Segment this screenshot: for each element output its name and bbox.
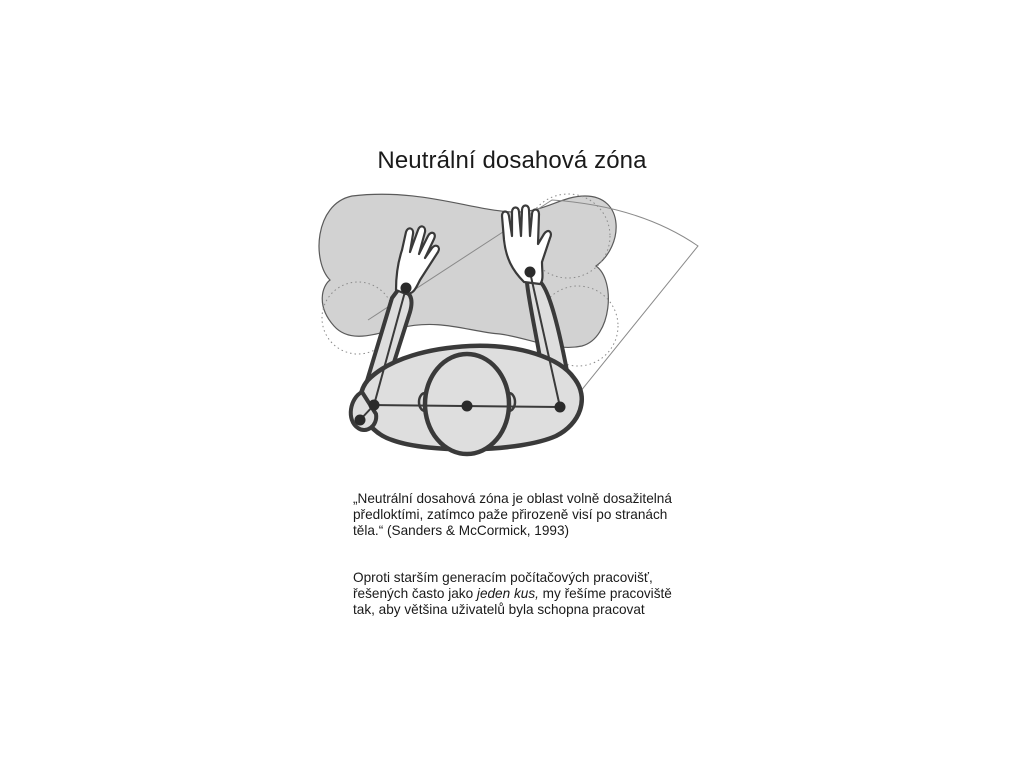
paragraph-emphasis: jeden kus,: [476, 586, 539, 602]
paragraph-line-2-start: řešených často jako: [353, 586, 477, 602]
paragraph-line-1: Oproti starším generacím počítačových pracovišť,: [353, 570, 653, 585]
left-elbow-joint: [355, 415, 366, 426]
neutral-reach-zone: [319, 194, 616, 347]
left-shoulder-joint: [369, 400, 380, 411]
quote-line-3: těla.“ (Sanders & McCormick, 1993): [353, 523, 570, 539]
left-wrist-joint: [401, 283, 412, 294]
quote-line-2: předloktími, zatímco paže přirozeně visí po stranách: [353, 507, 668, 523]
quote-line-1: „Neutrální dosahová zóna je oblast volně dosažitelná: [353, 491, 672, 506]
quote-block: [353, 491, 733, 540]
center-joint: [462, 401, 473, 412]
right-wrist-joint: [525, 267, 536, 278]
diagram-title: Neutrální dosahová zóna: [377, 147, 647, 174]
paragraph-line-2: [353, 586, 733, 602]
paragraph-line-3: tak, aby většina uživatelů byla schopna pracovat: [353, 602, 645, 618]
paragraph-line-2-end: my řešíme pracoviště: [538, 586, 672, 602]
description-paragraph: [353, 570, 733, 619]
right-shoulder-joint: [555, 402, 566, 413]
